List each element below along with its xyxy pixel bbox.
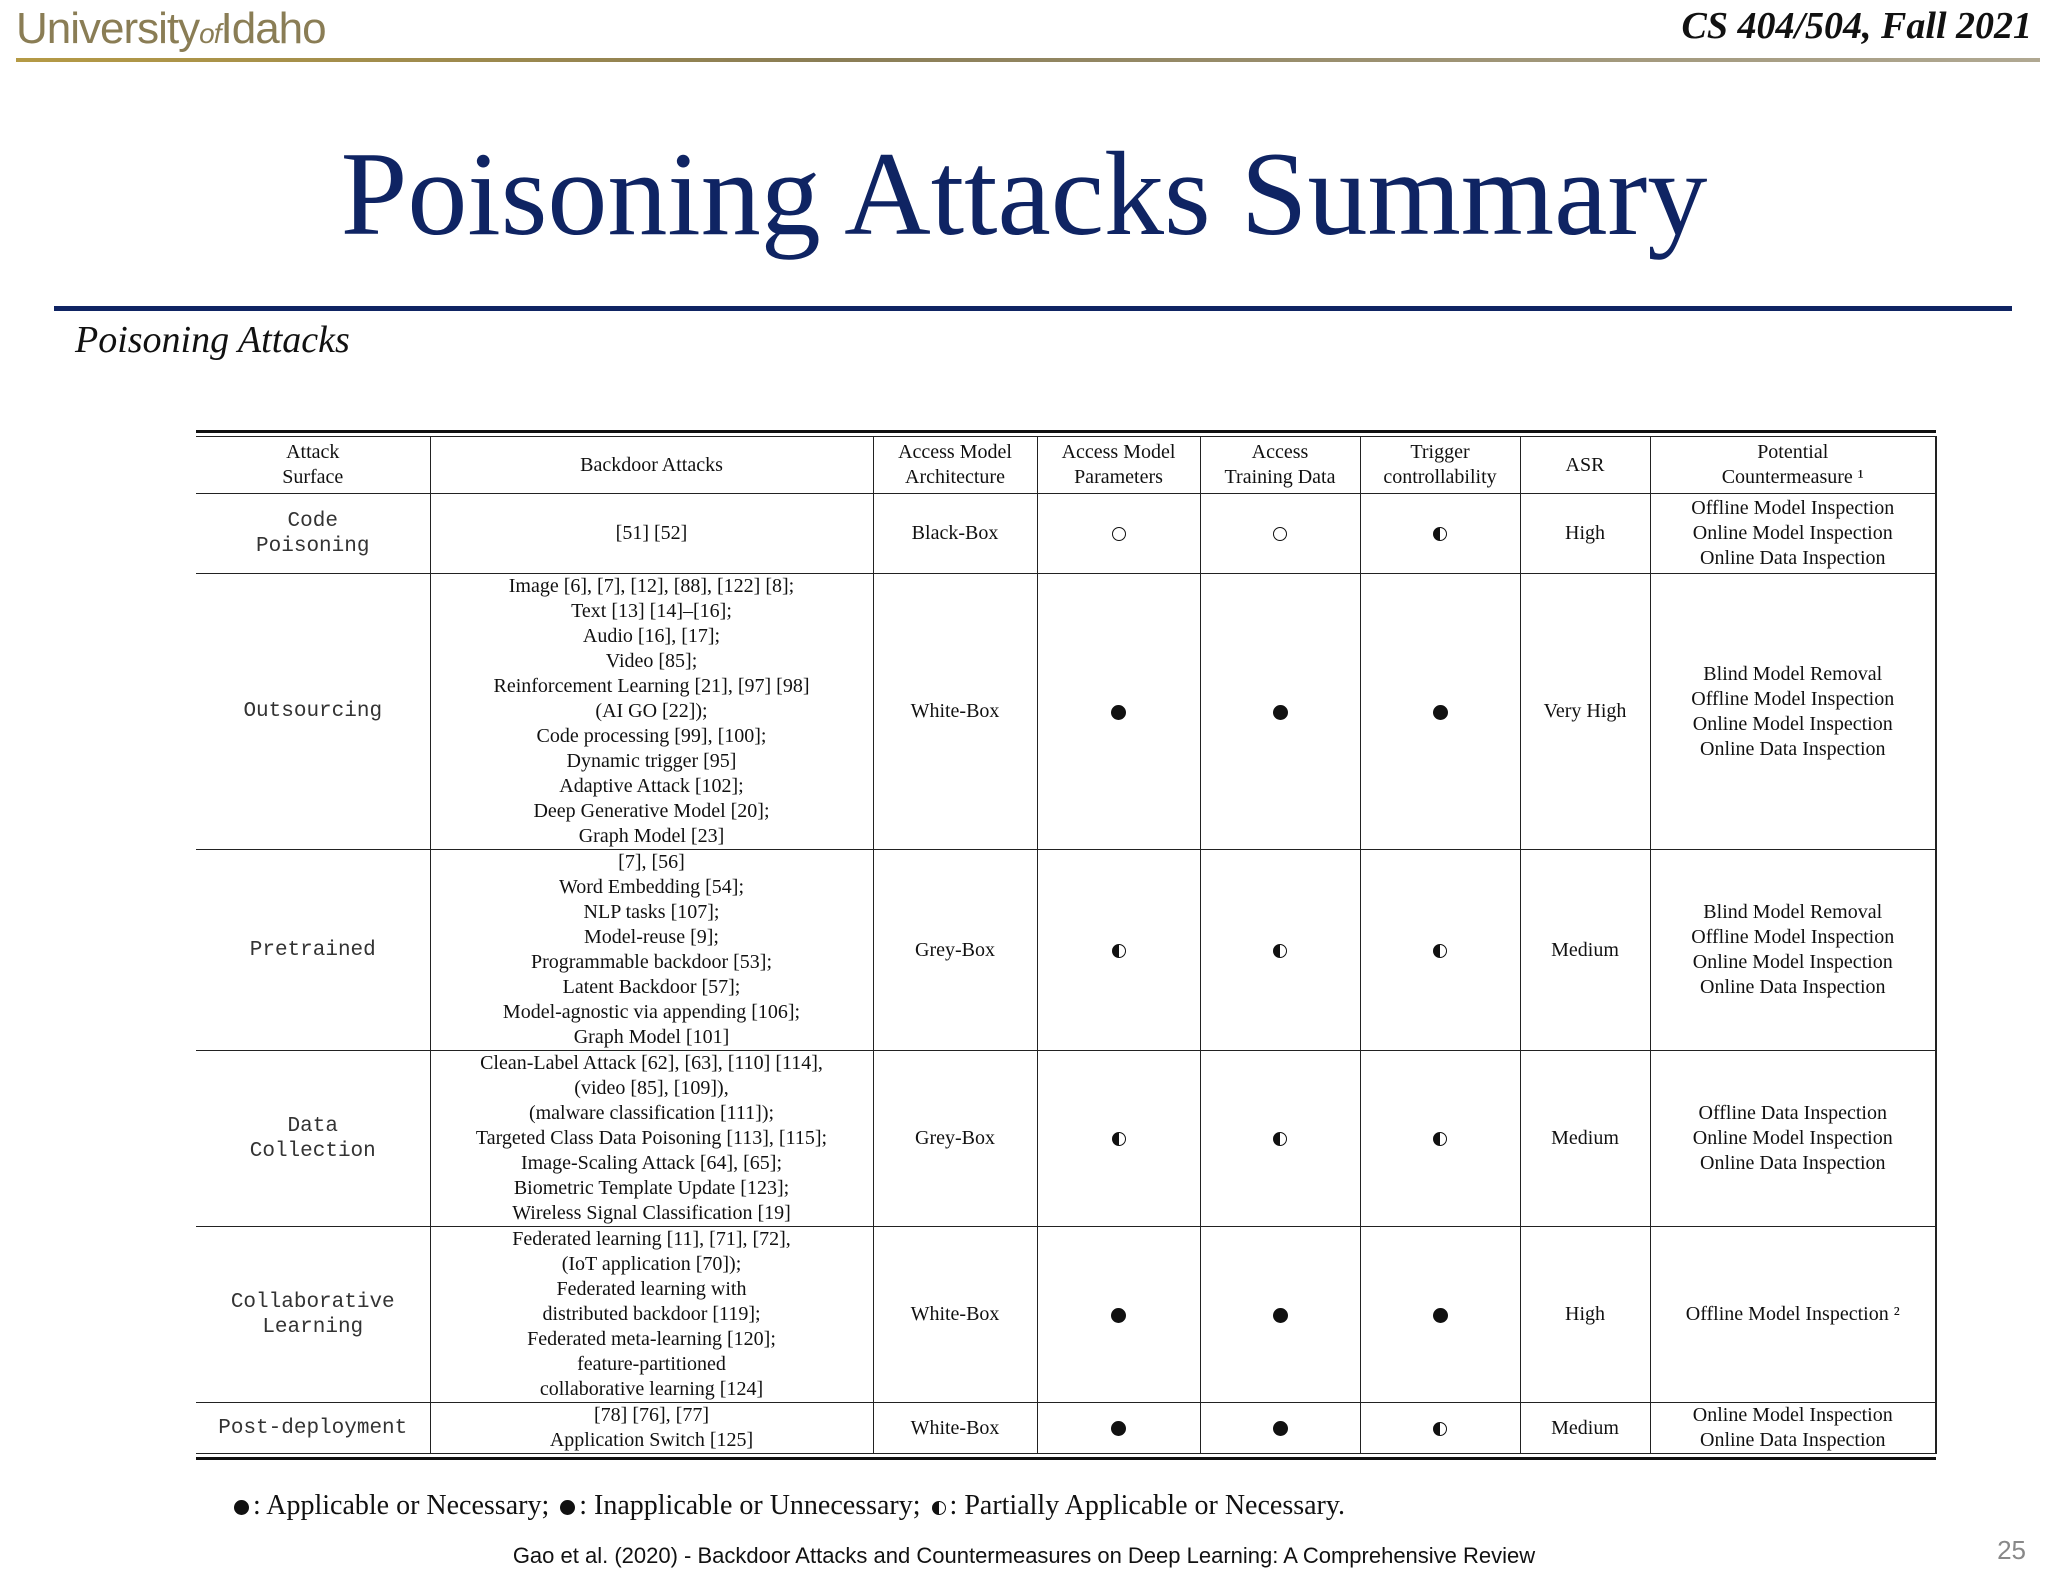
cell-line: Learning bbox=[262, 1315, 364, 1339]
symbol-cell bbox=[1360, 1051, 1520, 1227]
cell-line: Audio [16], [17]; bbox=[582, 625, 721, 647]
cell-line: feature-partitioned bbox=[577, 1353, 726, 1375]
column-header bbox=[873, 437, 1037, 494]
cell-line: Dynamic trigger [95] bbox=[566, 750, 737, 772]
cell-line: Online Data Inspection bbox=[1700, 737, 1886, 760]
cell-line: Data bbox=[287, 1114, 338, 1138]
cell-line: Video [85]; bbox=[605, 650, 698, 672]
countermeasure-cell bbox=[1650, 1403, 1936, 1454]
cell-line: Adaptive Attack [102]; bbox=[559, 775, 744, 797]
symbol-cell bbox=[1037, 1403, 1200, 1454]
cell-line: Offline Model Inspection bbox=[1691, 926, 1895, 948]
half-circle-icon bbox=[932, 1501, 946, 1515]
full-circle-icon bbox=[1433, 1308, 1448, 1323]
full-circle-icon bbox=[1111, 1308, 1126, 1323]
backdoor-attacks-cell bbox=[430, 1051, 873, 1227]
asr-cell: High bbox=[1520, 494, 1650, 574]
cell-line: Latent Backdoor [57]; bbox=[562, 976, 741, 998]
attack-surface-cell bbox=[196, 1227, 430, 1403]
full-circle-icon bbox=[1273, 1308, 1288, 1323]
table-top-rule bbox=[196, 430, 1936, 433]
citation: Gao et al. (2020) - Backdoor Attacks and Countermeasures on Deep Learning: A Comprehensive Review bbox=[512, 1543, 1536, 1568]
cell-line: Online Data Inspection bbox=[1700, 1152, 1886, 1174]
column-header bbox=[1360, 437, 1520, 494]
cell-line: Federated learning with bbox=[556, 1278, 747, 1300]
cell-line: Deep Generative Model [20]; bbox=[533, 800, 770, 822]
full-circle-icon bbox=[234, 1500, 249, 1515]
cell-line: Image-Scaling Attack [64], [65]; bbox=[520, 1152, 783, 1174]
table-row bbox=[196, 574, 1936, 850]
header-line: Attack bbox=[286, 441, 340, 463]
symbol-cell bbox=[1037, 494, 1200, 574]
table-bottom-rule bbox=[196, 1457, 1936, 1460]
symbol-cell bbox=[1200, 850, 1360, 1051]
asr-cell: High bbox=[1520, 1227, 1650, 1403]
attack-surface-cell bbox=[196, 494, 430, 574]
legend-applicable: : Applicable or Necessary; bbox=[253, 1490, 550, 1521]
header-line: Access bbox=[1251, 441, 1309, 463]
attack-surface-cell bbox=[196, 574, 430, 850]
full-circle-icon bbox=[1111, 705, 1126, 720]
cell-line: Blind Model Removal bbox=[1703, 901, 1883, 923]
architecture-cell: Grey-Box bbox=[873, 1051, 1037, 1227]
countermeasure-cell bbox=[1650, 850, 1936, 1051]
full-circle-icon bbox=[1111, 1421, 1126, 1436]
cell-line: Online Model Inspection bbox=[1692, 522, 1893, 544]
legend bbox=[230, 1490, 1345, 1522]
symbol-cell bbox=[1037, 574, 1200, 850]
asr-cell: Medium bbox=[1520, 1051, 1650, 1227]
course-label: CS 404/504, Fall 2021 bbox=[1681, 5, 2032, 47]
column-header bbox=[1650, 437, 1936, 494]
column-header bbox=[1037, 437, 1200, 494]
architecture-cell: White-Box bbox=[873, 1403, 1037, 1454]
legend-inapplicable: : Inapplicable or Unnecessary; bbox=[579, 1490, 921, 1521]
cell-line: Graph Model [23] bbox=[578, 825, 725, 847]
attack-surface-cell bbox=[196, 850, 430, 1051]
column-header bbox=[1200, 437, 1360, 494]
table-body bbox=[196, 494, 1936, 1454]
slide-subtitle: Poisoning Attacks bbox=[75, 319, 350, 361]
symbol-cell bbox=[1037, 850, 1200, 1051]
header-line: Trigger bbox=[1410, 441, 1470, 463]
empty-circle-icon bbox=[1112, 527, 1126, 541]
cell-line: Offline Model Inspection ² bbox=[1685, 1303, 1900, 1325]
backdoor-attacks-cell bbox=[430, 850, 873, 1051]
cell-line: Graph Model [101] bbox=[573, 1026, 730, 1048]
cell-line: Federated learning [11], [71], [72], bbox=[512, 1228, 791, 1250]
cell-line: Reinforcement Learning [21], [97] [98] bbox=[493, 675, 810, 697]
cell-line: NLP tasks [107]; bbox=[583, 901, 720, 923]
asr-cell: Medium bbox=[1520, 850, 1650, 1051]
symbol-cell bbox=[1360, 1403, 1520, 1454]
countermeasure-cell bbox=[1650, 1227, 1936, 1403]
asr-cell: Very High bbox=[1520, 574, 1650, 850]
header-rule bbox=[16, 58, 2040, 62]
cell-line: Offline Data Inspection bbox=[1698, 1102, 1887, 1124]
cell-line: Application Switch [125] bbox=[549, 1429, 754, 1451]
cell-line: Online Model Inspection bbox=[1692, 712, 1893, 735]
half-circle-icon bbox=[1273, 1132, 1287, 1146]
attacks-table-container bbox=[196, 430, 1936, 1460]
table-header-row bbox=[196, 437, 1936, 494]
cell-line: [7], [56] bbox=[618, 851, 685, 873]
half-circle-icon bbox=[1433, 1422, 1447, 1436]
cell-line: Image [6], [7], [12], [88], [122] [8]; bbox=[508, 575, 795, 597]
cell-line: [78] [76], [77] bbox=[594, 1404, 709, 1426]
cell-line: (malware classification [111]); bbox=[528, 1102, 775, 1124]
symbol-cell bbox=[1360, 850, 1520, 1051]
cell-line: Online Data Inspection bbox=[1700, 976, 1886, 998]
table-row bbox=[196, 1051, 1936, 1227]
cell-line: Federated meta-learning [120]; bbox=[527, 1328, 776, 1350]
backdoor-attacks-cell bbox=[430, 574, 873, 850]
cell-line: Collaborative bbox=[230, 1290, 395, 1314]
cell-line: Post-deployment bbox=[218, 1416, 408, 1440]
header-line: Parameters bbox=[1074, 466, 1163, 488]
architecture-cell: White-Box bbox=[873, 1227, 1037, 1403]
cell-line: Online Model Inspection bbox=[1692, 951, 1893, 973]
cell-line: (IoT application [70]); bbox=[561, 1253, 742, 1275]
cell-line: Offline Model Inspection bbox=[1691, 687, 1895, 710]
symbol-cell bbox=[1360, 494, 1520, 574]
symbol-cell bbox=[1200, 1051, 1360, 1227]
cell-line: Clean-Label Attack [62], [63], [110] [114], bbox=[480, 1052, 823, 1074]
title-divider bbox=[54, 306, 2012, 311]
cell-line: Outsourcing bbox=[243, 700, 383, 723]
cell-line: Poisoning bbox=[256, 534, 370, 558]
cell-line: Model-agnostic via appending [106]; bbox=[502, 1001, 801, 1023]
attacks-summary-table bbox=[196, 436, 1937, 1454]
full-circle-icon bbox=[1273, 705, 1288, 720]
cell-line: Online Data Inspection bbox=[1700, 1429, 1886, 1451]
cell-line: Model-reuse [9]; bbox=[584, 926, 719, 948]
countermeasure-cell bbox=[1650, 574, 1936, 850]
half-circle-icon bbox=[1112, 1132, 1126, 1146]
legend-partial: : Partially Applicable or Necessary. bbox=[949, 1490, 1346, 1521]
symbol-cell bbox=[1200, 1227, 1360, 1403]
half-circle-icon bbox=[1433, 527, 1447, 541]
half-circle-icon bbox=[1273, 944, 1287, 958]
cell-line: (AI GO [22]); bbox=[595, 700, 708, 722]
header-line: Countermeasure ¹ bbox=[1721, 466, 1864, 488]
cell-line: Blind Model Removal bbox=[1703, 662, 1883, 685]
table-row bbox=[196, 1403, 1936, 1454]
header-line: Surface bbox=[282, 466, 344, 488]
cell-line: Code processing [99], [100]; bbox=[536, 725, 767, 747]
attack-surface-cell bbox=[196, 1403, 430, 1454]
cell-line: Code bbox=[287, 509, 338, 533]
header-line: Access Model bbox=[898, 441, 1012, 463]
header-line: Architecture bbox=[905, 466, 1005, 488]
cell-line: Targeted Class Data Poisoning [113], [115]; bbox=[475, 1127, 828, 1149]
cell-line: Text [13] [14]–[16]; bbox=[571, 600, 732, 622]
page-number: 25 bbox=[1997, 1535, 2026, 1565]
empty-circle-icon bbox=[1273, 527, 1287, 541]
header-line: ASR bbox=[1565, 453, 1605, 476]
countermeasure-cell bbox=[1650, 494, 1936, 574]
asr-cell: Medium bbox=[1520, 1403, 1650, 1454]
cell-line: Online Model Inspection bbox=[1692, 1127, 1893, 1149]
cell-line: Biometric Template Update [123]; bbox=[513, 1177, 790, 1199]
backdoor-attacks-cell bbox=[430, 1227, 873, 1403]
cell-line: Programmable backdoor [53]; bbox=[530, 951, 773, 973]
header-line: Training Data bbox=[1224, 466, 1336, 488]
cell-line: Online Data Inspection bbox=[1700, 547, 1886, 569]
table-row bbox=[196, 1227, 1936, 1403]
table-row bbox=[196, 494, 1936, 574]
countermeasure-cell bbox=[1650, 1051, 1936, 1227]
header-line: controllability bbox=[1383, 466, 1497, 488]
slide-title: Poisoning Attacks Summary bbox=[340, 127, 1708, 260]
symbol-cell bbox=[1200, 1403, 1360, 1454]
cell-line: Offline Model Inspection bbox=[1691, 497, 1895, 519]
half-circle-icon bbox=[1433, 1132, 1447, 1146]
cell-line: collaborative learning [124] bbox=[539, 1378, 764, 1400]
architecture-cell: Grey-Box bbox=[873, 850, 1037, 1051]
architecture-cell: Black-Box bbox=[873, 494, 1037, 574]
column-header bbox=[196, 437, 430, 494]
table-row bbox=[196, 850, 1936, 1051]
cell-line: [51] [52] bbox=[615, 522, 688, 544]
cell-line: (video [85], [109]), bbox=[574, 1077, 729, 1099]
cell-line: Word Embedding [54]; bbox=[558, 876, 745, 898]
university-logo: UniversityofIdaho bbox=[16, 4, 326, 53]
half-circle-icon bbox=[1433, 944, 1447, 958]
full-circle-icon bbox=[1433, 705, 1448, 720]
header-line: Access Model bbox=[1061, 441, 1176, 463]
cell-line: distributed backdoor [119]; bbox=[542, 1303, 761, 1325]
cell-line: Collection bbox=[249, 1139, 376, 1163]
backdoor-attacks-cell bbox=[430, 1403, 873, 1454]
symbol-cell bbox=[1360, 1227, 1520, 1403]
architecture-cell: White-Box bbox=[873, 574, 1037, 850]
column-header bbox=[1520, 437, 1650, 494]
cell-line: Online Model Inspection bbox=[1692, 1404, 1893, 1426]
cell-line: Wireless Signal Classification [19] bbox=[512, 1202, 791, 1224]
attack-surface-cell bbox=[196, 1051, 430, 1227]
backdoor-attacks-cell bbox=[430, 494, 873, 574]
header-line: Potential bbox=[1757, 441, 1829, 463]
header-line: Backdoor Attacks bbox=[580, 453, 723, 476]
symbol-cell bbox=[1200, 574, 1360, 850]
half-circle-icon bbox=[1112, 944, 1126, 958]
column-header bbox=[430, 437, 873, 494]
cell-line: Pretrained bbox=[249, 938, 376, 962]
symbol-cell bbox=[1037, 1051, 1200, 1227]
full-circle-icon bbox=[560, 1500, 575, 1515]
full-circle-icon bbox=[1273, 1421, 1288, 1436]
symbol-cell bbox=[1360, 574, 1520, 850]
symbol-cell bbox=[1037, 1227, 1200, 1403]
symbol-cell bbox=[1200, 494, 1360, 574]
